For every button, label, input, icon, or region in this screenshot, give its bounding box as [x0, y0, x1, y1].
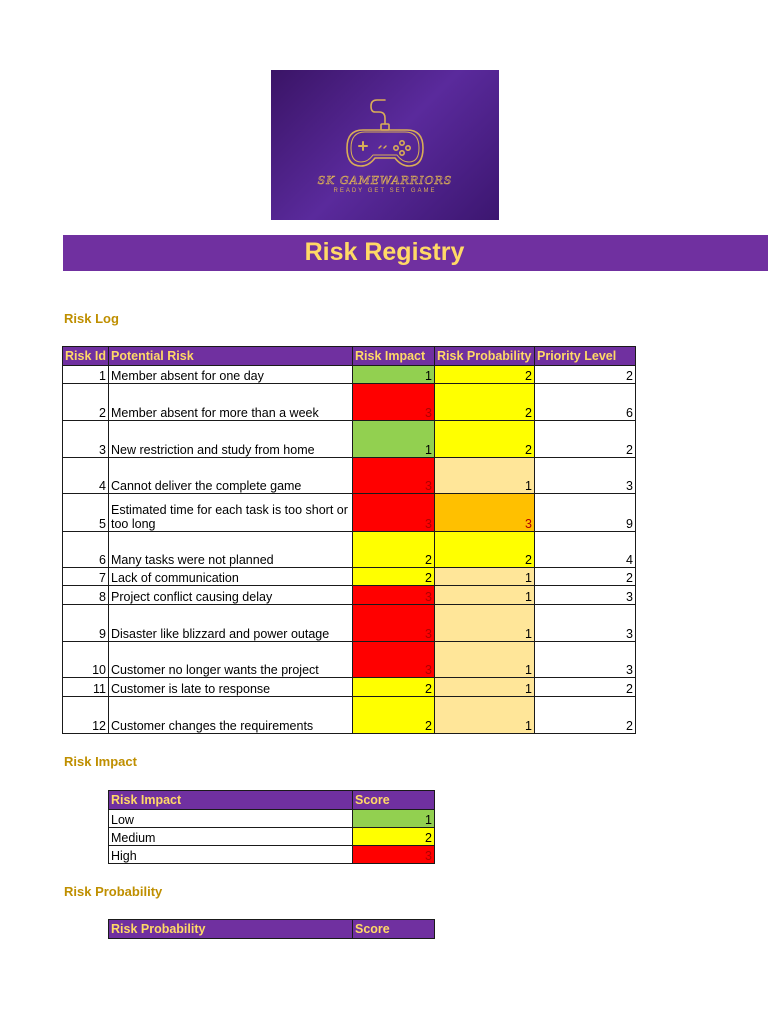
impact-score-cell: 2 [353, 828, 435, 846]
table-row [63, 586, 636, 605]
risk-id-cell: 2 [63, 384, 109, 421]
priority-level-cell: 2 [535, 366, 636, 384]
table-row [63, 642, 636, 678]
col-probability-label: Risk Probability [109, 920, 353, 939]
col-impact-label: Risk Impact [109, 791, 353, 810]
table-row [63, 494, 636, 532]
page-title: Risk Registry [304, 238, 465, 266]
potential-risk-cell: Customer no longer wants the project [109, 642, 353, 678]
risk-probability-cell: 1 [435, 678, 535, 697]
table-row [63, 568, 636, 586]
priority-level-cell: 9 [535, 494, 636, 532]
potential-risk-cell: Customer is late to response [109, 678, 353, 697]
table-row [63, 458, 636, 494]
risk-impact-cell: 2 [353, 568, 435, 586]
table-row [63, 678, 636, 697]
logo [271, 70, 499, 220]
risk-impact-cell: 3 [353, 605, 435, 642]
risk-probability-cell: 1 [435, 458, 535, 494]
priority-level-cell: 2 [535, 678, 636, 697]
impact-label-cell: Low [109, 810, 353, 828]
col-priority-level: Priority Level [535, 347, 636, 366]
risk-id-cell: 1 [63, 366, 109, 384]
potential-risk-cell: Member absent for one day [109, 366, 353, 384]
risk-impact-table [108, 790, 435, 864]
risk-impact-cell: 3 [353, 586, 435, 605]
impact-label-cell: High [109, 846, 353, 864]
priority-level-cell: 2 [535, 697, 636, 734]
priority-level-cell: 4 [535, 532, 636, 568]
logo-brand-text: SK GAMEWARRIORS [317, 174, 453, 187]
title-banner [63, 235, 768, 271]
risk-probability-header-row [109, 920, 435, 939]
potential-risk-cell: Many tasks were not planned [109, 532, 353, 568]
risk-probability-heading: Risk Probability [64, 884, 163, 899]
risk-id-cell: 9 [63, 605, 109, 642]
table-row [109, 810, 435, 828]
impact-score-cell: 3 [353, 846, 435, 864]
col-risk-impact: Risk Impact [353, 347, 435, 366]
table-row [63, 366, 636, 384]
risk-id-cell: 8 [63, 586, 109, 605]
risk-probability-cell: 1 [435, 642, 535, 678]
risk-id-cell: 5 [63, 494, 109, 532]
risk-probability-cell: 1 [435, 586, 535, 605]
risk-impact-cell: 3 [353, 642, 435, 678]
priority-level-cell: 3 [535, 586, 636, 605]
risk-impact-cell: 2 [353, 532, 435, 568]
priority-level-cell: 3 [535, 605, 636, 642]
table-row [63, 605, 636, 642]
priority-level-cell: 2 [535, 421, 636, 458]
potential-risk-cell: Cannot deliver the complete game [109, 458, 353, 494]
col-potential-risk: Potential Risk [109, 347, 353, 366]
potential-risk-cell: New restriction and study from home [109, 421, 353, 458]
risk-impact-heading: Risk Impact [64, 754, 137, 769]
risk-impact-header-row [109, 791, 435, 810]
risk-probability-cell: 2 [435, 421, 535, 458]
risk-id-cell: 11 [63, 678, 109, 697]
risk-impact-cell: 3 [353, 458, 435, 494]
risk-impact-cell: 1 [353, 421, 435, 458]
risk-probability-cell: 1 [435, 605, 535, 642]
risk-id-cell: 6 [63, 532, 109, 568]
table-row [63, 697, 636, 734]
table-row [109, 828, 435, 846]
risk-id-cell: 3 [63, 421, 109, 458]
potential-risk-cell: Estimated time for each task is too short or too long [109, 494, 353, 532]
table-row [63, 384, 636, 421]
risk-probability-cell: 1 [435, 697, 535, 734]
impact-label-cell: Medium [109, 828, 353, 846]
col-probability-score: Score [353, 920, 435, 939]
risk-impact-cell: 3 [353, 494, 435, 532]
risk-impact-cell: 1 [353, 366, 435, 384]
potential-risk-cell: Disaster like blizzard and power outage [109, 605, 353, 642]
potential-risk-cell: Lack of communication [109, 568, 353, 586]
risk-id-cell: 4 [63, 458, 109, 494]
risk-probability-cell: 3 [435, 494, 535, 532]
logo-tagline: READY GET SET GAME [333, 188, 437, 194]
risk-probability-cell: 2 [435, 532, 535, 568]
potential-risk-cell: Customer changes the requirements [109, 697, 353, 734]
risk-id-cell: 12 [63, 697, 109, 734]
priority-level-cell: 3 [535, 458, 636, 494]
priority-level-cell: 2 [535, 568, 636, 586]
col-risk-probability: Risk Probability [435, 347, 535, 366]
risk-impact-cell: 2 [353, 697, 435, 734]
priority-level-cell: 6 [535, 384, 636, 421]
risk-impact-cell: 2 [353, 678, 435, 697]
table-row [109, 846, 435, 864]
risk-id-cell: 10 [63, 642, 109, 678]
gamepad-icon [271, 70, 499, 220]
risk-probability-cell: 2 [435, 384, 535, 421]
risk-probability-cell: 2 [435, 366, 535, 384]
risk-probability-cell: 1 [435, 568, 535, 586]
risk-log-header-row [63, 347, 636, 366]
risk-log-table [62, 346, 636, 734]
potential-risk-cell: Member absent for more than a week [109, 384, 353, 421]
risk-impact-cell: 3 [353, 384, 435, 421]
col-risk-id: Risk Id [63, 347, 109, 366]
impact-score-cell: 1 [353, 810, 435, 828]
risk-log-heading: Risk Log [64, 311, 119, 326]
risk-probability-table [108, 919, 435, 939]
table-row [63, 421, 636, 458]
potential-risk-cell: Project conflict causing delay [109, 586, 353, 605]
risk-id-cell: 7 [63, 568, 109, 586]
col-impact-score: Score [353, 791, 435, 810]
table-row [63, 532, 636, 568]
priority-level-cell: 3 [535, 642, 636, 678]
